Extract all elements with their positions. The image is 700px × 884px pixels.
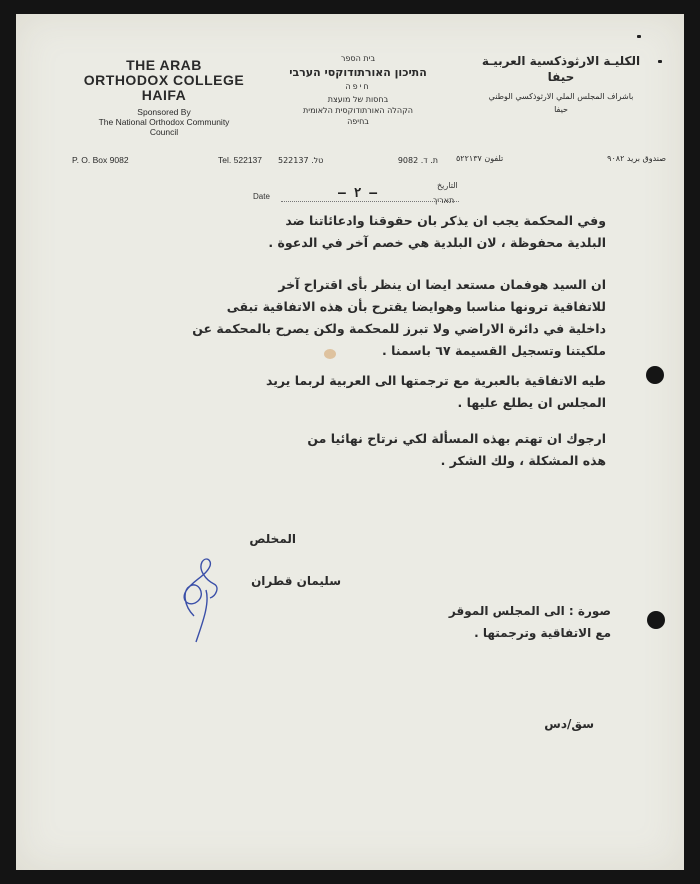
paragraph-2-line: داخلية في دائرة الاراضي ولا تبرز للمحكمة ولكن يصرح بالمحكمة عن bbox=[192, 321, 606, 336]
paragraph-4-line: هذه المشكلة ، ولك الشكر . bbox=[440, 453, 606, 468]
punch-hole-top bbox=[646, 366, 664, 384]
arabic-college-name: الكليـة الارثوذكسية العربيـة bbox=[481, 54, 641, 68]
hebrew-sponsor-line-3: בחיפה bbox=[347, 117, 369, 126]
po-box-en: P. O. Box 9082 bbox=[72, 155, 129, 165]
ink-mark bbox=[637, 35, 641, 38]
paragraph-3-line: المجلس ان يطلع عليها . bbox=[457, 395, 606, 410]
tel-ar: تلفون ٥٢٢١٣٧ bbox=[456, 154, 504, 163]
signatory-name: سليمان قطران bbox=[251, 574, 341, 588]
paragraph-1-line: وفي المحكمة يجب ان يذكر بان حقوقنا وادعائاتنا ضد bbox=[285, 213, 606, 228]
copy-to-line-1: صورة : الى المجلس الموقر bbox=[448, 604, 611, 618]
ink-mark bbox=[658, 60, 662, 63]
letter-page bbox=[16, 14, 684, 870]
po-box-ar: صندوق بريد ٩٠٨٢ bbox=[607, 154, 666, 163]
paragraph-4 bbox=[146, 428, 606, 472]
arabic-contact-row bbox=[456, 154, 666, 163]
college-name-line-1: THE ARAB bbox=[126, 57, 202, 73]
date-label-en: Date bbox=[253, 192, 270, 201]
hebrew-sponsor-line-2: הקהלה האורתודוקסית הלאומית bbox=[303, 106, 413, 115]
college-name-line-2: ORTHODOX COLLEGE bbox=[83, 72, 245, 88]
sponsor-line-1: Sponsored By bbox=[137, 107, 191, 117]
letterhead-hebrew bbox=[278, 54, 438, 165]
arabic-city: حيفا bbox=[547, 70, 575, 84]
hebrew-school-label: בית הספר bbox=[340, 54, 376, 63]
tel-en: Tel. 522137 bbox=[218, 155, 262, 165]
sponsor-line-2: The National Orthodox Community bbox=[98, 117, 230, 127]
punch-hole-bottom bbox=[647, 611, 665, 629]
paragraph-4-line: ارجوك ان تهتم بهذه المسألة لكي نرتاح نهائيا من bbox=[307, 431, 606, 446]
date-row bbox=[253, 181, 493, 210]
hebrew-city: חיפה bbox=[345, 82, 371, 91]
college-name-line-3: HAIFA bbox=[141, 87, 187, 103]
sponsor-line-3: Council bbox=[149, 127, 179, 137]
hebrew-contact-row bbox=[278, 156, 438, 165]
paragraph-2-line: للاتفاقية ترونها مناسبا وهوايضا يقترح بأن هذه الاتفاقية تبقى bbox=[226, 299, 606, 314]
po-box-he: ת. ד. 9082 bbox=[397, 156, 438, 165]
handwritten-signature-icon bbox=[176, 546, 236, 646]
paragraph-2 bbox=[146, 274, 606, 362]
hebrew-sponsor-line-1: בחסות של מועצת bbox=[327, 95, 389, 104]
paragraph-2-line: ان السيد هوفمان مستعد ايضا ان ينظر بأى اقتراح آخر bbox=[278, 277, 606, 292]
arabic-city-2: حيفا bbox=[554, 105, 568, 114]
paragraph-2-line: ملكيتنا وتسجيل القسيمة ٦٧ باسمنا . bbox=[382, 343, 606, 358]
paragraph-3 bbox=[146, 370, 606, 414]
tel-he: 522137 .טל bbox=[278, 156, 324, 165]
paper-stain bbox=[324, 349, 336, 359]
reference-initials: سق/دس bbox=[544, 717, 594, 731]
copy-to-line-2: مع الاتفاقية وترجمتها . bbox=[474, 626, 611, 640]
hebrew-college-name: התיכון האורתודוקסי הערבי bbox=[289, 66, 427, 79]
date-label-he: תאריך bbox=[433, 196, 455, 205]
paragraph-3-line: طيه الاتفاقية بالعبرية مع ترجمتها الى العربية لربما يريد bbox=[265, 373, 606, 388]
closing-text: المخلص bbox=[249, 532, 296, 546]
letterhead-arabic bbox=[456, 54, 666, 163]
letterhead-english bbox=[64, 57, 264, 165]
paragraph-1 bbox=[146, 210, 606, 254]
arabic-sponsor: باشراف المجلس الملي الارثوذكسي الوطني bbox=[488, 92, 634, 101]
date-value: — ٢ — bbox=[338, 186, 378, 201]
english-contact-row bbox=[72, 155, 262, 165]
date-label-ar: التاريخ bbox=[437, 181, 458, 190]
paragraph-1-line: البلدية محفوظة ، لان البلدية هي خصم آخر في الدعوة . bbox=[268, 235, 606, 250]
